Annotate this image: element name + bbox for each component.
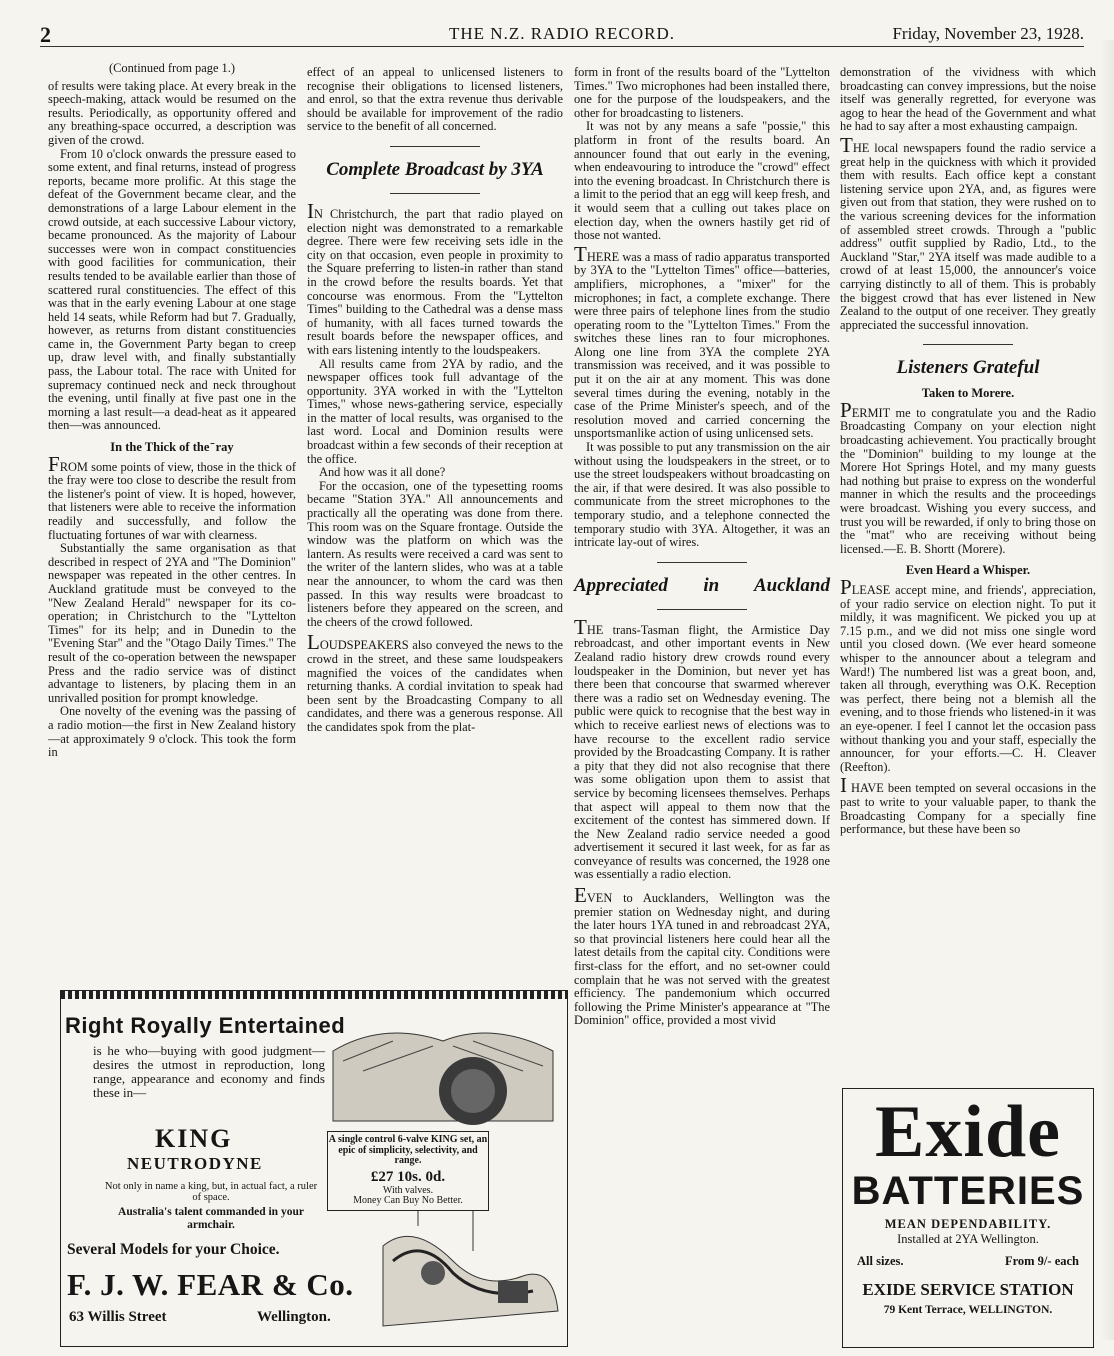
paragraph: THE local newspapers found the radio service a great help in the quickness with which it provided them with results. Each office kept a constant listening service upon 2YA, and, as figures were given out from that station, they were rushed on to the various screening devices for the information of assembled street crowds. Through a "public address" outfit supplied by Radio, Ltd., to the Auckland "Star," 2YA itself was made audible to a crowd of at least 15,000, the announcer's voice carrying distinctly to all of them. This is probably the biggest crowd that has ever listened in New Zealand to the output of one receiver. They greatly appreciated the successful innovation. (840, 132, 1096, 332)
talent-note: Australia's talent commanded in your armchair. (118, 1206, 304, 1231)
exide-service-station: EXIDE SERVICE STATION (862, 1280, 1074, 1299)
column-2 (307, 66, 563, 735)
paragraph: From 10 o'clock onwards the pressure eased to some extent, and final returns, instead of progress reports, became more prolific. At this stage the defeat of the Government became clear, and the demonstrations of a large Labour element in the crowd outside, at each successive Labour victory, became pronounced. As the majority of Labour successes were won in compact constituencies with good facilities for communication, their results tended to be available earlier than those of scattered rural constituencies. The effect of this was that in the early evening Labour at one stage held 14 seats, while Reform had but 7. Gradually, however, as returns from distant constituencies came in, the Government Party began to creep up, draw level with, and finally substantially pass, the Labour total. The race with United for supremacy continued neck and neck throughout the evening, until finally at five past one in the morning a last result—a dead-heat as it appeared then—was announced. (48, 146, 296, 433)
subheading: In the Thick of the ̄ ray (110, 440, 234, 455)
paragraph: of results were taking place. At every break in the speech-making, attack would be resumed on the results. Periodically, as opportunity offered and any breathing-space occurred, a description was given of the crowd. (48, 78, 296, 147)
article-heading: Complete Broadcast by 3YA (326, 158, 544, 180)
paragraph: And how was it all done? (319, 465, 446, 480)
advert-headline: Right Royally Entertained (65, 1013, 346, 1038)
paragraph: form in front of the results board of the "Lyttelton Times." Two microphones had been installed there, one for the purpose of the loudspeakers, and the other for broadcasting to listeners. (574, 65, 830, 120)
paragraph: For the occasion, one of the typesetting rooms became "Station 3YA." All announcements and practically all the operating was done from there. This room was on the Square frontage. Outside the window was the platform on which was the lantern. As results were received a card was sent to the writer of the lantern slides, who was at a table near the announcer, to whom the card was then passed. In this way results were broadcast to listeners before they appeared on the screen, and the cheers of the crowd followed. (307, 478, 563, 629)
model-neutrodyne: NEUTRODYNE (127, 1154, 263, 1173)
column-3 (574, 66, 830, 1028)
price-box (327, 1131, 489, 1211)
exide-installed: Installed at 2YA Wellington. (897, 1232, 1039, 1246)
exide-batteries-advert (842, 1088, 1094, 1348)
paragraph: THE trans-Tasman flight, the Armistice Day rebroadcast, and other important events in New Zealand radio history drew crowds round every loudspeaker in the Dominion, but never yet has there been that concourse that swarmed wherever there was a radio set on Wednesday evening. The public were quick to recognise that the best way in which to receive earliest news of elections was to have recourse to the excellent radio service provided by the Broadcasting Company. It is rather a pity that they did not also recognise that there was some obligation upon them to assist that service by becoming licensees themselves. Perhaps that aspect will appeal to them now that the excitement of the contest has simmered down. If the New Zealand radio service needed a good advertisement it secured it last week, for as far as conveyance of results was concerned, the 1928 one was essentially a radio election. (574, 614, 830, 882)
separator-rule (390, 193, 480, 194)
paragraph: It was not by any means a safe "possie," this platform in front of the results board. An announcer found that out early in the evening, when endeavouring to introduce the "crowd" effect into the evening broadcast. In Christchurch there is a limit to the period that an egg will keep fresh, and it would seem that a culling out takes place on election day, when the owners hastily get rid of those not wanted. (574, 119, 830, 243)
separator-rule (657, 562, 747, 563)
exide-logo: Exide (875, 1091, 1061, 1173)
separator-rule (923, 344, 1013, 345)
exide-sizes-row (843, 1254, 1093, 1274)
paragraph: EVEN to Aucklanders, Wellington was the premier station on Wednesday night, and during the later hours 1YA tuned in and rebroadcast 2YA, so that provincial listeners here could hear all the latest details from the capital city. Conditions were first-class for the effort, and no set-owner could complain that he was not served with the greatest efficiency. The pandemonium which occurred following the Prime Minister's appearance at "The Dominion" office, provided a most vivid (574, 883, 830, 1028)
dealer-address (69, 1309, 331, 1326)
paragraph: LOUDSPEAKERS also conveyed the news to the crowd in the street, and these same loudspeakers magnified the voices of the candidates when returning thanks. A cordial invitation to speak had been sent by the Broadcasting Company to all candidates, and there was a generous response. All the candidates spok from the plat- (307, 630, 563, 734)
brand-king: KING (155, 1124, 233, 1153)
ruler-of-space-note: Not only in name a king, but, in actual fact, a ruler of space. (104, 1181, 318, 1203)
masthead: THE N.Z. RADIO RECORD. (449, 24, 675, 43)
king-neutrodyne-advert (60, 990, 568, 1347)
exide-address: 79 Kent Terrace, WELLINGTON. (883, 1304, 1053, 1316)
batteries-label: BATTERIES (851, 1169, 1085, 1213)
page-header (40, 22, 1084, 46)
dealer-street: 63 Willis Street (69, 1309, 167, 1325)
price: £27 10s. 0d. (370, 1168, 446, 1185)
paragraph: Substantially the same organisation as that described in respect of 2YA and "The Dominion" newspaper was repeated in the other centres. In Auckland gratitude must be conveyed to the "New Zealand Herald" newspaper for its co-operation; in Christchurch to the "Lyttelton Times" for its help; and in Dunedin to the "Evening Star" and the "Otago Daily Times." The result of the co-operation between the newspaper Press and the radio service was of distinct advantage to listeners, by placing them in an unrivalled position for prompt knowledge. (48, 541, 296, 705)
price-box-text: A single control 6-valve KING set, an epic of simplicity, selectivity, and range. (328, 1134, 488, 1166)
paragraph: PERMIT me to congratulate you and the Radio Broadcasting Company on your election night broadcasting achievement. You practically brought the "Dominion" building to my lounge at the Morere Hot Springs Hotel, and my many guests had nothing but praise to express on the wonderful manner in which the results and the proceedings were broadcast. Wishing you every success, and trust you will be rewarded, if only to bring those on the "mat" who are receiving without being licensed.—E. B. Shortt (Morere). (840, 397, 1096, 556)
exide-slogan: MEAN DEPENDABILITY. (884, 1217, 1052, 1231)
paragraph: I HAVE been tempted on several occasions in the past to write to your valuable paper, to thank the Broadcasting Company for a specially fine performance, but these have been so (840, 773, 1096, 837)
paragraph: It was possible to put any transmission on the air without using the loudspeakers in the street, or to use the street loudspeakers without broadcasting on the air, if that were desired. It was also possible to communicate from the street microphones to the temporary studio, and a telephone connected the temporary studio with 3YA. Altogether, it was an intricate lay-out of wires. (574, 440, 830, 550)
paragraph: demonstration of the vividness with which broadcasting can convey impressions, but the noise itself was generally regretted, for everyone was agog to hear the head of the Government and what he had to say after a most exhausting campaign. (840, 65, 1096, 134)
column-4 (840, 66, 1096, 837)
article-heading: Listeners Grateful (896, 357, 1040, 379)
advert-intro: is he who—buying with good judgment—desires the utmost in reproduction, long range, appearance and economy and finds these in— (93, 1043, 325, 1100)
advert-tagline: Money Can Buy No Better. (353, 1195, 463, 1206)
paragraph: FROM some points of view, those in the thick of the fray were too close to describe the result from the listener's point of view. It is hoped, however, that listeners were able to receive the information readily and successfully, and follow the fluctuating fortunes of war with clearness. (48, 451, 296, 542)
dealer-name: F. J. W. FEAR & Co. (67, 1267, 354, 1302)
subheading: Taken to Morere. (921, 386, 1015, 401)
paragraph: effect of an appeal to unlicensed listeners to recognise their obligations to licensed listeners, and enrol, so that the extra revenue thus derivable should be available for improvement of the radio service to the benefit of all concerned. (307, 65, 563, 134)
page-number: 2 (40, 22, 51, 47)
separator-rule (390, 146, 480, 147)
paragraph: IN Christchurch, the part that radio played on election night was demonstrated to a remarkable degree. There were few receiving sets idle in the city on that occasion, even people in proximity to the Square preferring to listen-in rather than stand in the crowd before the results boards. Yet that concourse was enormous. From the "Lyttelton Times" building to the Cathedral was a dense mass of humanity, with all faces turned towards the result boards before the newspaper offices, and with ears listening intently to the loudspeakers. (307, 198, 563, 357)
issue-date: Friday, November 23, 1928. (892, 24, 1084, 43)
article-heading: Appreciated in Auckland (574, 574, 830, 596)
paragraph: THERE was a mass of radio apparatus transported by 3YA to the "Lyttelton Times" office—batteries, amplifiers, microphones, a "mixer" for the microphones; in fact, a complete exchange. There were three pairs of telephone lines from the studio operating room to the "Lyttelton Times." From the switches these lines ran to four microphones. Along one line from 3YA the complete 2YA transmission was received, and it was possible to put it on the air at any moment. This was done several times during the evening, notably in the case of the Prime Minister's speech, and of the resolution moved and carried concerning the unsportsmanlike action of using unlicensed sets. (574, 241, 830, 441)
separator-rule (657, 609, 747, 610)
continued-note: (Continued from page 1.) (109, 61, 235, 75)
exide-price: From 9/- each (1004, 1254, 1079, 1268)
subheading: Even Heard a Whisper. (905, 563, 1031, 578)
valves-note: With valves. (382, 1184, 434, 1196)
paragraph: One novelty of the evening was the passing of a radio motion—the first in New Zealand history—at approximately 9 o'clock. This took the form in (48, 704, 296, 760)
header-rule (40, 46, 1084, 47)
paragraph: PLEASE accept mine, and friends', appreciation, of your radio service on election night. To put it mildly, it was magnificent. We picked you up at 7.15 p.m., and we did not miss one single word until you closed down. (We ever heard someone whisper to the announcer about a telegram and Ward!) The numbered list was a great boon, and, taken all through, everything was O.K. Reception was perfect, there being not a blemish all the evening, and to those friends who listened-in it was an eye-opener. I feel I cannot let the occasion pass without thanking you and your staff, especially the announcer, for your efforts.—C. H. Cleaver (Reefton). (840, 575, 1096, 774)
advert-border-stripe (61, 991, 567, 999)
models-note: Several Models for your Choice. (67, 1241, 280, 1258)
page-edge-shadow (1100, 40, 1114, 1340)
paragraph: All results came from 2YA by radio, and the newspaper offices took full advantage of the opportunity. 3YA worked in with the "Lyttelton Times," whose news-gathering service, especially in the matter of local results, was organised to the last word. Local and Dominion results were broadcast within a few seconds of their reception at the office. (307, 356, 563, 466)
dealer-city: Wellington. (257, 1309, 331, 1325)
column-1 (48, 62, 296, 760)
exide-sizes: All sizes. (857, 1254, 904, 1268)
